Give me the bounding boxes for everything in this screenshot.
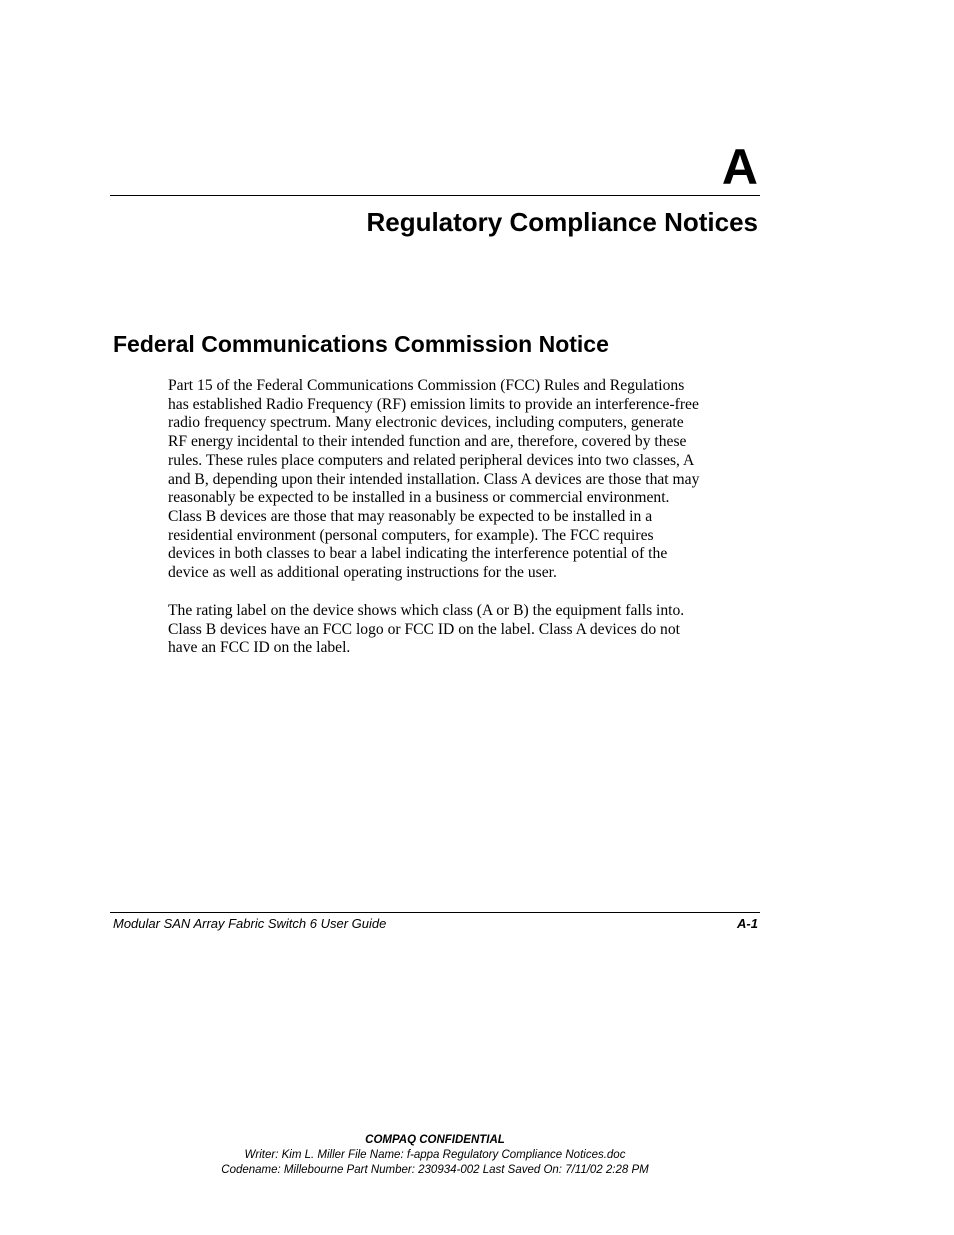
paragraph-line: device as well as additional operating instructions for the user. — [168, 564, 557, 582]
paragraph-line: rules. These rules place computers and related peripheral devices into two classes, A — [168, 451, 695, 469]
footer-page-number: A-1 — [737, 916, 758, 931]
confidential-codename-line: Codename: Millebourne Part Number: 230934-002 Last Saved On: 7/11/02 2:28 PM — [221, 1164, 649, 1176]
paragraph-line: residential environment (personal computers, for example). The FCC requires — [168, 526, 654, 544]
confidential-title: COMPAQ CONFIDENTIAL — [365, 1134, 505, 1146]
body-paragraph-2 — [168, 602, 760, 658]
paragraph-line: have an FCC ID on the label. — [168, 639, 351, 657]
paragraph-line: RF energy incidental to their intended function and are, therefore, covered by these — [168, 433, 687, 451]
footer-divider — [110, 912, 760, 913]
section-heading: Federal Communications Commission Notice — [113, 331, 609, 357]
paragraph-line: and B, depending upon their intended installation. Class A devices are those that may — [168, 470, 700, 488]
chapter-letter: A — [721, 139, 758, 195]
body-paragraph-1 — [168, 377, 760, 583]
paragraph-line: devices in both classes to bear a label indicating the interference potential of the — [168, 545, 668, 563]
footer-guide-title: Modular SAN Array Fabric Switch 6 User Guide — [113, 916, 387, 931]
paragraph-line: Part 15 of the Federal Communications Commission (FCC) Rules and Regulations — [168, 377, 685, 394]
confidential-block — [0, 1133, 870, 1178]
paragraph-line: radio frequency spectrum. Many electronic devices, including computers, generate — [168, 414, 684, 432]
paragraph-line: has established Radio Frequency (RF) emission limits to provide an interference-free — [168, 395, 699, 413]
chapter-title: Regulatory Compliance Notices — [366, 207, 758, 237]
paragraph-line: Class B devices are those that may reasonably be expected to be installed in a — [168, 507, 653, 525]
paragraph-line: Class B devices have an FCC logo or FCC ID on the label. Class A devices do not — [168, 620, 680, 638]
chapter-divider — [110, 195, 760, 196]
paragraph-line: The rating label on the device shows which class (A or B) the equipment falls into. — [168, 602, 685, 619]
confidential-writer-line: Writer: Kim L. Miller File Name: f-appa Regulatory Compliance Notices.doc — [244, 1149, 626, 1161]
paragraph-line: reasonably be expected to be installed in a business or commercial environment. — [168, 489, 670, 507]
